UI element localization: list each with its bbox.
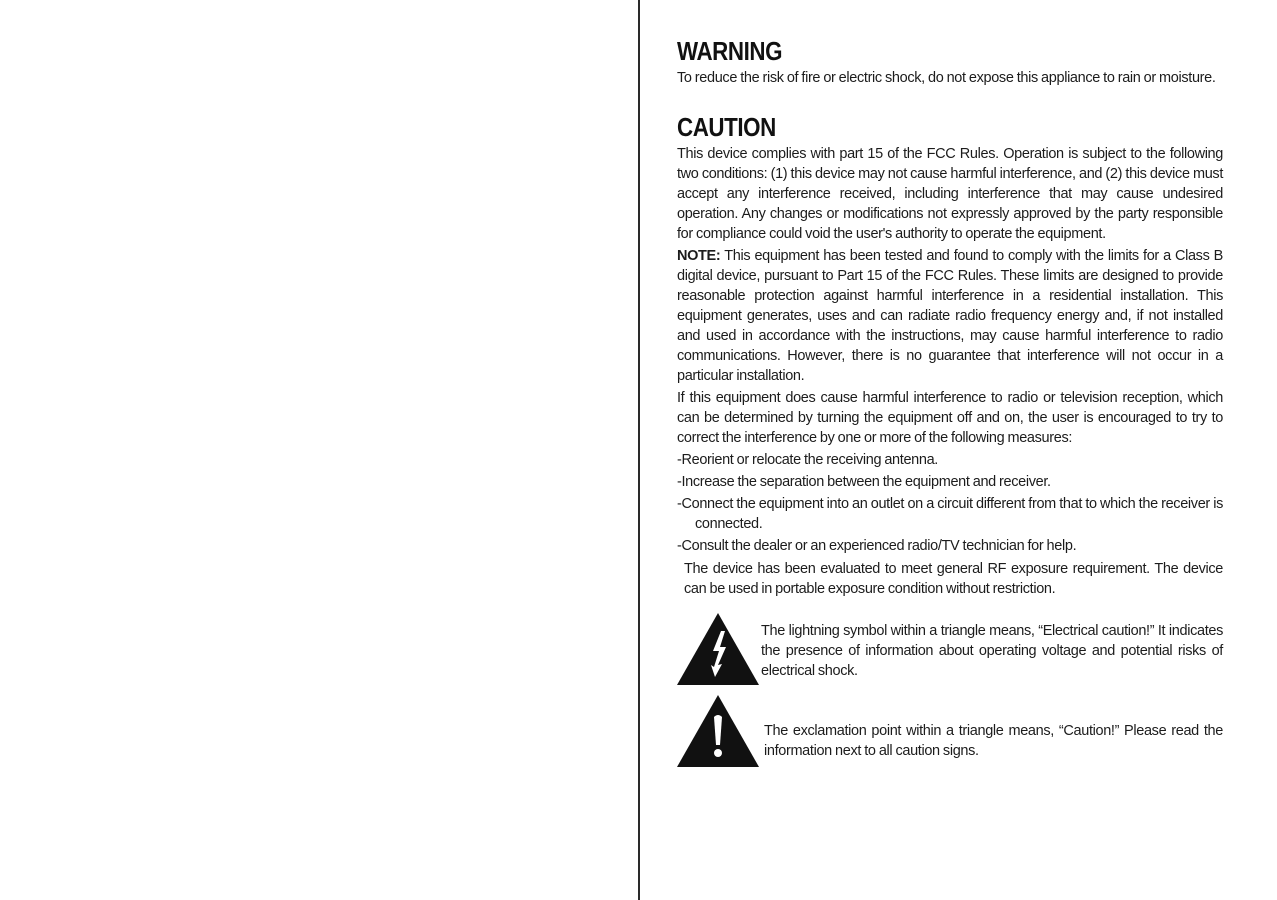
lightning-symbol-row: [677, 613, 1223, 685]
fcc-compliance-text: This device complies with part 15 of the FCC Rules. Operation is subject to the following two conditions: (1) this device may not cause harmful interference, and (2) this device must accept any interference received, including interference that may cause undesired operation. Any changes or modifications not expressly approved by the party responsible for compliance could void the user's authority to operate the equipment.: [677, 146, 1223, 242]
exclamation-symbol-text: The exclamation point within a triangle means, “Caution!” Please read the information next to all caution signs.: [764, 723, 1223, 759]
interference-text: If this equipment does cause harmful interference to radio or television reception, which can be determined by turning the equipment off and on, the user is encouraged to try to correct the interference by one or more of the following measures:: [677, 390, 1223, 446]
blank-left-page: [0, 0, 638, 900]
lightning-symbol-text: The lightning symbol within a triangle means, “Electrical caution!” It indicates the presence of information about operating voltage and potential risks of electrical shock.: [761, 623, 1223, 679]
page-fold-divider: [638, 0, 640, 900]
measure-item: -Reorient or relocate the receiving antenna.: [677, 452, 938, 468]
rf-exposure-text: The device has been evaluated to meet general RF exposure requirement. The device can be used in portable exposure condition without restriction.: [684, 561, 1223, 597]
exclamation-symbol-row: [677, 695, 1223, 767]
measures-list: [677, 450, 1223, 556]
caution-heading: CAUTION: [677, 112, 776, 142]
note-paragraph: [677, 246, 1223, 386]
measure-item: -Consult the dealer or an experienced radio/TV technician for help.: [677, 538, 1077, 554]
measure-item: -Increase the separation between the equipment and receiver.: [677, 474, 1051, 490]
warning-text: To reduce the risk of fire or electric shock, do not expose this appliance to rain or moisture.: [677, 70, 1216, 86]
safety-page: [677, 36, 1223, 767]
lightning-triangle-icon: [677, 613, 759, 685]
warning-heading: WARNING: [677, 36, 783, 66]
note-label: NOTE:: [677, 248, 721, 264]
note-text: This equipment has been tested and found to comply with the limits for a Class B digital device, pursuant to Part 15 of the FCC Rules. These limits are designed to provide reasonable protection against harmful interference in a residential installation. This equipment generates, uses and can radiate radio frequency energy and, if not installed and used in accordance with the instructions, may cause harmful interference to radio communications. However, there is no guarantee that interference will not occur in a particular installation.: [677, 248, 1223, 384]
measure-item: -Connect the equipment into an outlet on a circuit different from that to which the receiver is connected.: [677, 496, 1223, 532]
exclamation-triangle-icon: [677, 695, 759, 767]
